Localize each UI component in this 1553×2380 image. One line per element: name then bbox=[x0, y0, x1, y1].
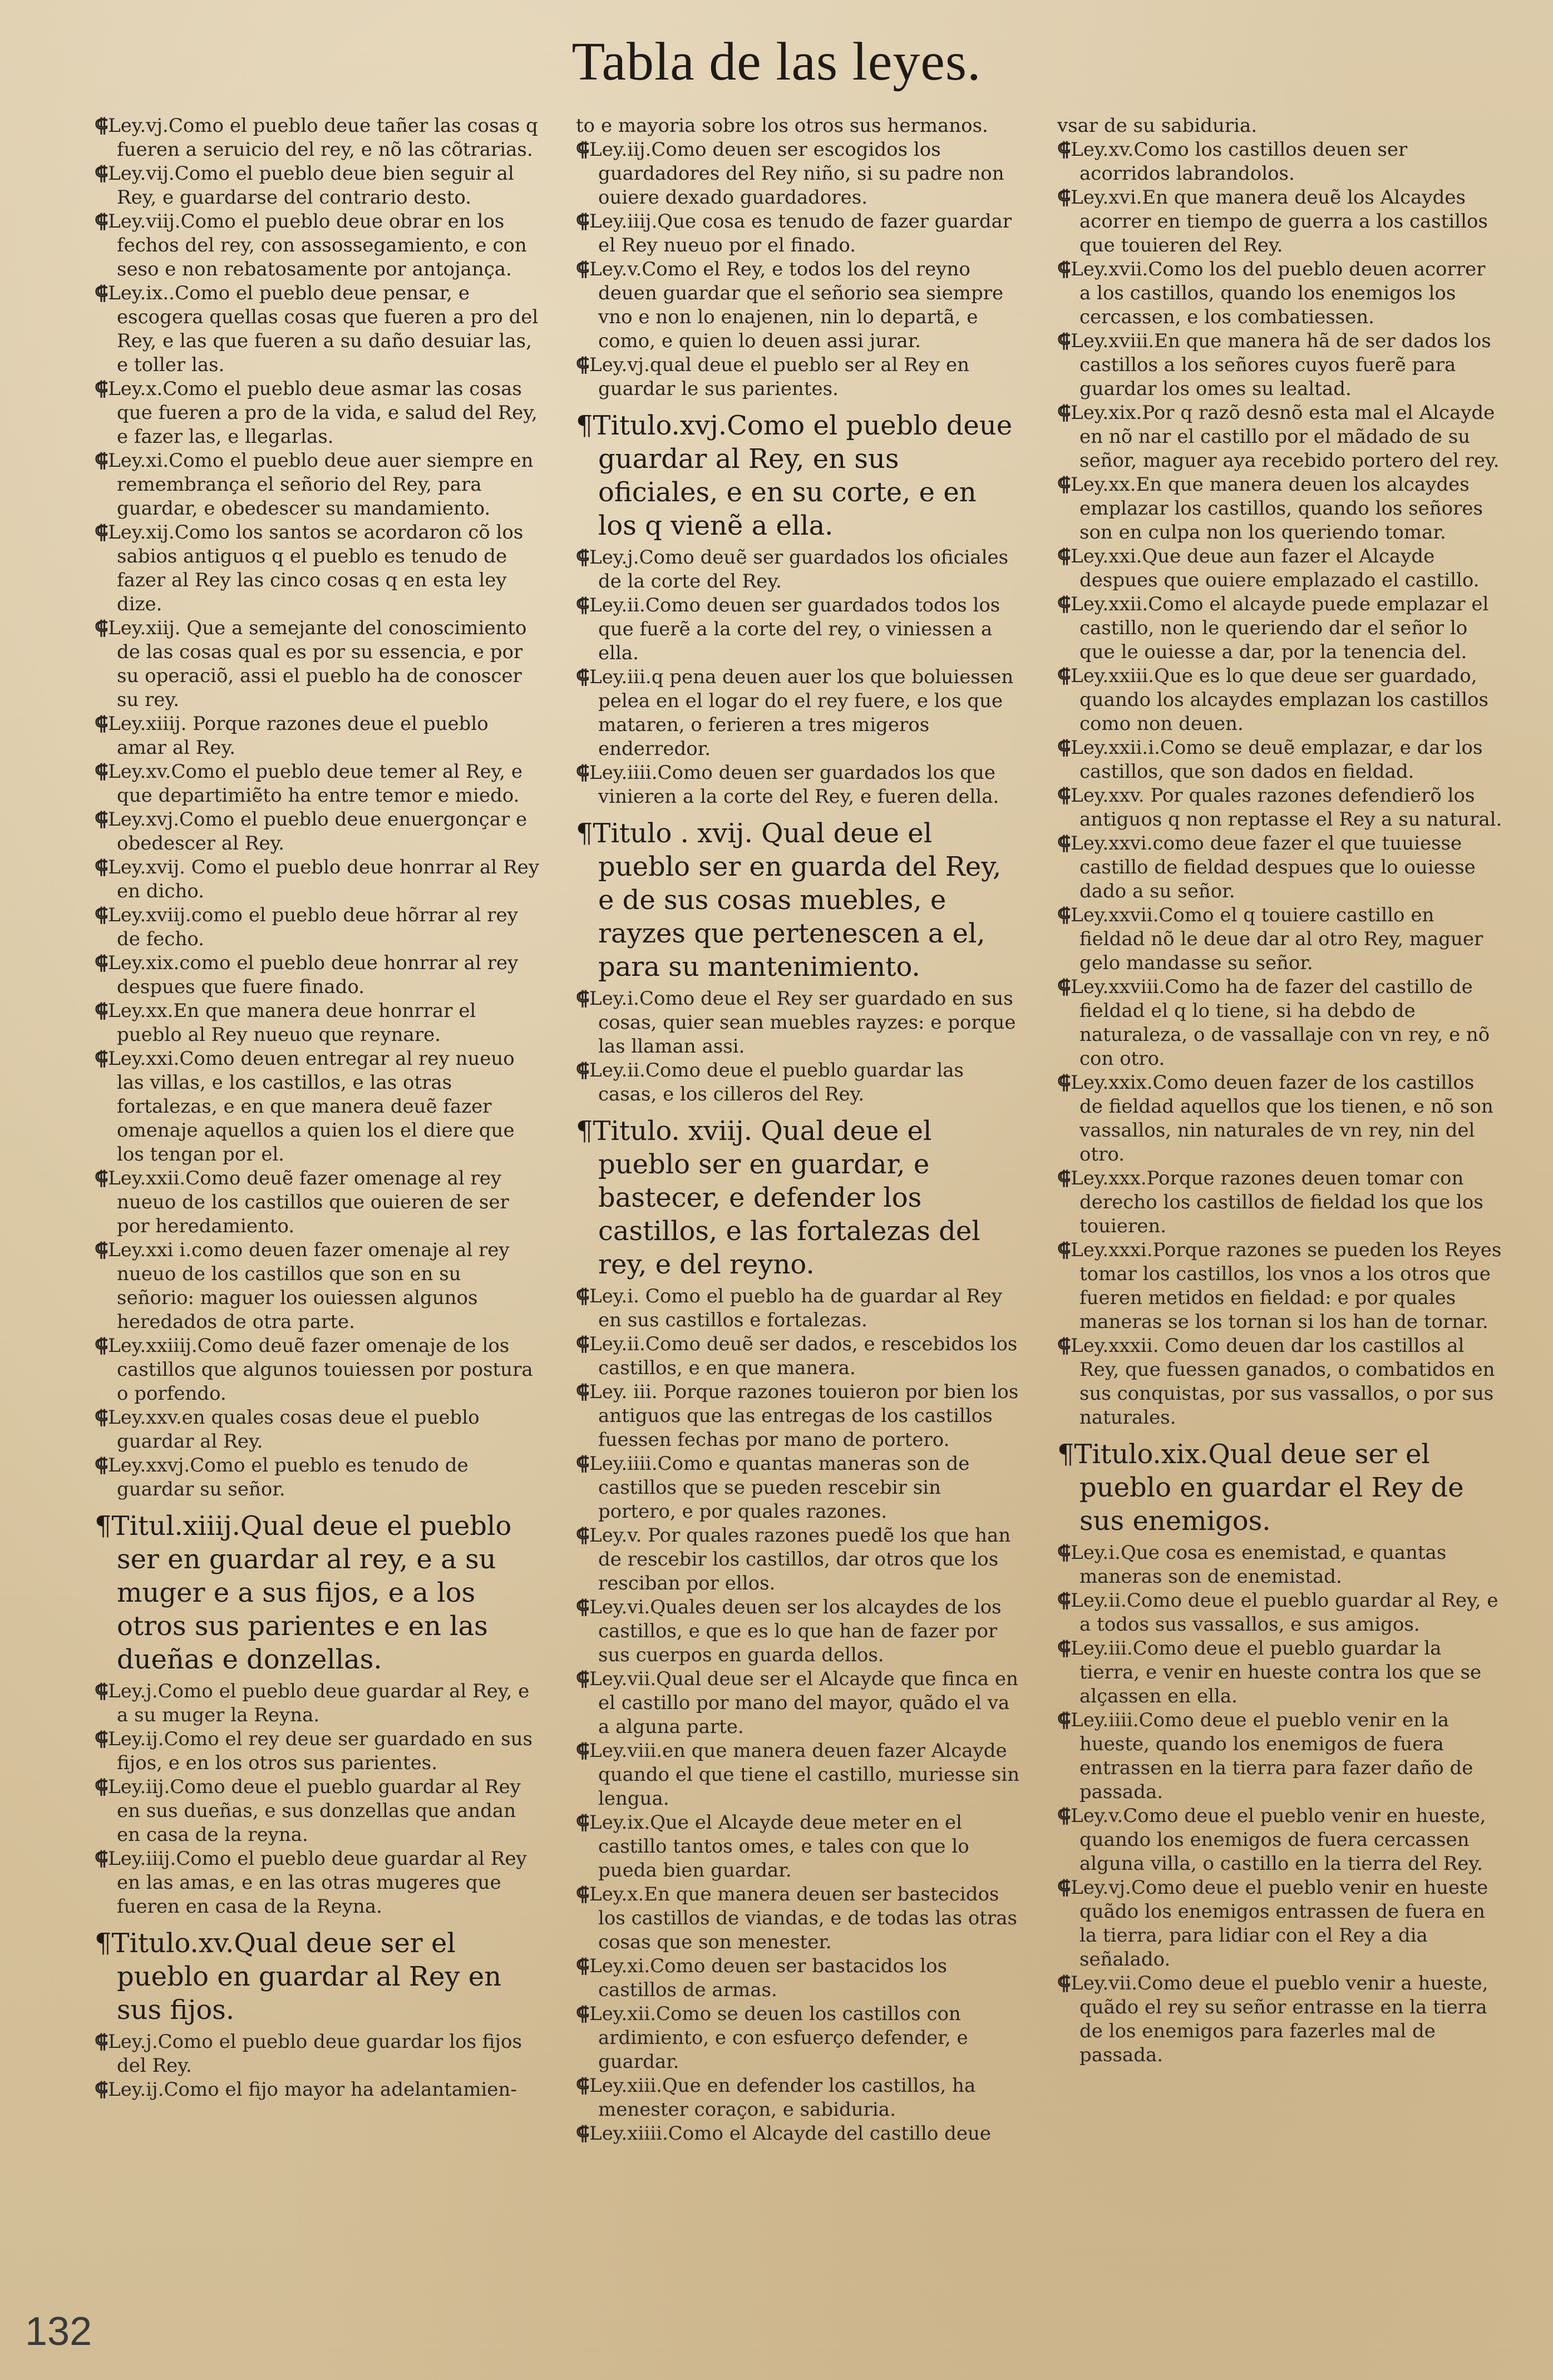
entry-text: Ley.iiij.Como el pueblo deue guardar al Rey en las amas, e en las otras mugeres que fueren en casa de la Reyna. bbox=[108, 1848, 527, 1918]
paragraph-mark-icon: ⸿ bbox=[95, 1406, 109, 1429]
entry-text: Ley.xvii.Como los del pueblo deuen acorrer a los castillos, quando los enemigos los cercassen, e los combatiessen. bbox=[1071, 258, 1486, 328]
entry-text: Ley.xxv. Por quales razones defendierõ los antiguos q non reptasse el Rey a su natural. bbox=[1071, 784, 1502, 831]
entry-text: Ley.iij.Como deue el pueblo guardar al Rey en sus dueñas, e sus donzellas que andan en casa de la reyna. bbox=[108, 1776, 521, 1846]
entry-text: Ley.ix..Como el pueblo deue pensar, e escogera quellas cosas que fueren a pro del Rey, e las que fueren a su daño desuiar las, e toller las. bbox=[108, 282, 539, 376]
paragraph-mark-icon: ⸿ bbox=[576, 594, 590, 616]
paragraph-mark-icon: ⸿ bbox=[1057, 784, 1071, 807]
entry-text: Ley.v.Como deue el pueblo venir en hueste, quando los enemigos de fuera cercassen alguna villa, o castillo en la tierra del Rey. bbox=[1071, 1805, 1486, 1875]
entry-text: Ley.iiii.Como deue el pueblo venir en la hueste, quando los enemigos de fuera entrassen en la tierra para fazer daño de passada. bbox=[1071, 1709, 1473, 1803]
paragraph-mark-icon: ⸿ bbox=[576, 1740, 590, 1762]
ley-entry bbox=[576, 1452, 1021, 1524]
paragraph-mark-icon: ⸿ bbox=[1057, 1542, 1071, 1564]
entry-text: Ley.xxv.en quales cosas deue el pueblo guardar al Rey. bbox=[108, 1406, 480, 1453]
paragraph-mark-icon: ⸿ bbox=[95, 1454, 109, 1477]
ley-entry bbox=[576, 1883, 1021, 1954]
page-title: Tabla de las leyes. bbox=[571, 32, 982, 92]
entry-text: Ley.i.Como deue el Rey ser guardado en sus cosas, quier sean muebles rayzes: e porque las llaman assi. bbox=[589, 987, 1016, 1058]
entry-text: Titul.xiiij.Qual deue el pueblo ser en guardar al rey, e a su muger e a sus fijos, e a los otros sus parientes e en las dueñas e donzellas. bbox=[111, 1510, 512, 1675]
entry-text: Ley.xxx.Porque razones deuen tomar con derecho los castillos de fieldad los que los touieren. bbox=[1071, 1167, 1483, 1237]
paragraph-mark-icon: ⸿ bbox=[576, 762, 590, 784]
ley-entry bbox=[1057, 138, 1502, 186]
ley-entry bbox=[1057, 736, 1502, 784]
ley-entry bbox=[95, 999, 540, 1047]
entry-text: Ley.iiii.Como deuen ser guardados los que vinieren a la corte del Rey, e fueren della. bbox=[589, 762, 999, 808]
column-2 bbox=[576, 114, 1021, 2200]
paragraph-mark-icon: ⸿ bbox=[576, 666, 590, 688]
entry-text: Ley.xviij.como el pueblo deue hõrrar al rey de fecho. bbox=[108, 904, 518, 950]
ley-entry bbox=[576, 2002, 1021, 2074]
ley-entry bbox=[1057, 401, 1502, 473]
ley-entry bbox=[1057, 1589, 1502, 1637]
entry-text: Ley.iii.q pena deuen auer los que boluiessen pelea en el logar do el rey fuere, e los que mataren, o ferieren a tres migeros enderredor. bbox=[589, 666, 1014, 760]
entry-text: Ley.i.Que cosa es enemistad, e quantas maneras son de enemistad. bbox=[1071, 1542, 1447, 1588]
entry-text: Ley.xiiii.Como el Alcayde del castillo deue bbox=[589, 2122, 992, 2145]
paragraph-mark-icon: ⸿ bbox=[95, 1848, 109, 1870]
paragraph-mark-icon: ⸿ bbox=[576, 1333, 590, 1355]
ley-entry bbox=[576, 546, 1021, 594]
pilcrow-icon: ¶ bbox=[95, 1510, 112, 1542]
paragraph-mark-icon: ⸿ bbox=[1057, 1709, 1071, 1731]
entry-text: Ley.x.Como el pueblo deue asmar las cosas que fueren a pro de la vida, e salud del Rey, e fazer las, e llegarlas. bbox=[108, 378, 538, 448]
paragraph-mark-icon: ⸿ bbox=[1057, 1167, 1071, 1189]
paragraph-mark-icon: ⸿ bbox=[95, 617, 109, 639]
ley-entry bbox=[95, 114, 540, 162]
ley-entry bbox=[1057, 1972, 1502, 2067]
paragraph-mark-icon: ⸿ bbox=[576, 2075, 590, 2097]
entry-text: Titulo.xvj.Como el pueblo deue guardar al Rey, en sus oficiales, e en su corte, e en los q vienẽ a ella. bbox=[593, 410, 1013, 541]
entry-text: Ley.xvi.En que manera deuẽ los Alcaydes acorrer en tiempo de guerra a los castillos que touieren del Rey. bbox=[1071, 186, 1488, 256]
ley-entry bbox=[95, 1775, 540, 1847]
paragraph-mark-icon: ⸿ bbox=[576, 354, 590, 376]
paragraph-mark-icon: ⸿ bbox=[1057, 1637, 1071, 1660]
paragraph-mark-icon: ⸿ bbox=[1057, 976, 1071, 998]
ley-entry bbox=[576, 594, 1021, 665]
paragraph-mark-icon: ⸿ bbox=[1057, 593, 1071, 615]
paragraph-mark-icon: ⸿ bbox=[576, 546, 590, 569]
paragraph-mark-icon: ⸿ bbox=[576, 258, 590, 280]
ley-entry bbox=[1057, 258, 1502, 329]
ley-entry bbox=[95, 760, 540, 808]
pilcrow-icon: ¶ bbox=[1057, 1439, 1074, 1470]
entry-text: Ley.xix.Por q razõ desnõ esta mal el Alcayde en nõ nar el castillo por el mãdado de su señor, maguer aya recebido portero del rey. bbox=[1071, 402, 1500, 472]
paragraph-mark-icon: ⸿ bbox=[1057, 139, 1071, 161]
entry-text: Ley.j.Como el pueblo deue guardar al Rey, e a su muger la Reyna. bbox=[108, 1680, 530, 1726]
ley-entry bbox=[95, 1680, 540, 1727]
ley-entry bbox=[576, 761, 1021, 809]
entry-text: Titulo. xviij. Qual deue el pueblo ser en guardar, e bastecer, e defender los castillos, e las fortalezas del rey, e del reyno. bbox=[593, 1115, 980, 1280]
ley-entry bbox=[95, 903, 540, 951]
paragraph-mark-icon: ⸿ bbox=[1057, 832, 1071, 855]
ley-entry bbox=[95, 377, 540, 449]
entry-text: Ley.xxi.Como deuen entregar al rey nueuo las villas, e los castillos, e las otras fortalezas, e en que manera deuẽ fazer omenaje aquellos a quien los el diere que los tengan por el. bbox=[108, 1048, 515, 1166]
entry-text: Ley.xiii.Que en defender los castillos, ha menester coraçon, e sabiduria. bbox=[589, 2075, 976, 2121]
entry-text: Ley. iii. Porque razones touieron por bien los antiguos que las entregas de los castillos fuessen fechas por mano de portero. bbox=[589, 1381, 1019, 1451]
entry-text: Titulo.xix.Qual deue ser el pueblo en guardar el Rey de sus enemigos. bbox=[1074, 1439, 1464, 1537]
paragraph-mark-icon: ⸿ bbox=[95, 856, 109, 878]
column-3 bbox=[1057, 114, 1502, 2200]
ley-entry bbox=[576, 1954, 1021, 2002]
ley-entry bbox=[576, 1524, 1021, 1596]
titulo-heading bbox=[576, 1114, 1021, 1281]
ley-entry bbox=[95, 1047, 540, 1167]
paragraph-mark-icon: ⸿ bbox=[95, 1776, 109, 1798]
ley-entry bbox=[95, 282, 540, 377]
entry-text: Ley.xx.En que manera deue honrrar el pueblo al Rey nueuo que reynare. bbox=[108, 1000, 476, 1046]
ley-entry bbox=[95, 449, 540, 521]
ley-entry bbox=[95, 2030, 540, 2078]
paragraph-mark-icon: ⸿ bbox=[1057, 1877, 1071, 1899]
paragraph-mark-icon: ⸿ bbox=[1057, 737, 1071, 759]
pilcrow-icon: ¶ bbox=[95, 1928, 112, 1959]
entry-text: Ley.xxiii.Que es lo que deue ser guardado, quando los alcaydes emplazan los castillos como non deuen. bbox=[1071, 665, 1489, 735]
ley-entry bbox=[1057, 1238, 1502, 1334]
entry-text: Ley.xxvj.Como el pueblo es tenudo de guardar su señor. bbox=[108, 1454, 469, 1500]
ley-entry bbox=[576, 1332, 1021, 1380]
entry-text: Ley.xxii.Como deuẽ fazer omenage al rey nueuo de los castillos que ouieren de ser por heredamiento. bbox=[108, 1167, 509, 1237]
paragraph-mark-icon: ⸿ bbox=[1057, 186, 1071, 209]
paragraph-mark-icon: ⸿ bbox=[95, 904, 109, 926]
ley-entry bbox=[95, 1406, 540, 1454]
ley-entry bbox=[95, 1454, 540, 1502]
ley-entry bbox=[576, 138, 1021, 210]
entry-text: Ley.xxix.Como deuen fazer de los castillos de fieldad aquellos que los tienen, e nõ son vassallos, nin naturales de vn rey, nin del otro. bbox=[1071, 1072, 1493, 1166]
entry-text: Ley.ix.Que el Alcayde deue meter en el castillo tantos omes, e tales con que lo pueda bien guardar. bbox=[589, 1811, 969, 1882]
entry-text: Ley.i. Como el pueblo ha de guardar al Rey en sus castillos e fortalezas. bbox=[589, 1285, 1003, 1331]
ley-entry bbox=[576, 353, 1021, 401]
ley-entry bbox=[1057, 329, 1502, 401]
titulo-heading bbox=[576, 409, 1021, 542]
paragraph-mark-icon: ⸿ bbox=[576, 1811, 590, 1834]
paragraph-mark-icon: ⸿ bbox=[95, 952, 109, 974]
paragraph-mark-icon: ⸿ bbox=[576, 1668, 590, 1690]
entry-text: Ley.xxxi.Porque razones se pueden los Reyes tomar los castillos, los vnos a los otros que fueren metidos en fieldad: e por quales maneras se los tornan si los han de tornar. bbox=[1071, 1239, 1502, 1333]
entry-text: Ley.xii.Como se deuen los castillos con ardimiento, e con esfuerço defender, e guardar. bbox=[589, 2003, 968, 2073]
paragraph-mark-icon: ⸿ bbox=[1057, 1072, 1071, 1094]
entry-text: Ley.xxii.i.Como se deuẽ emplazar, e dar los castillos, que son dados en fieldad. bbox=[1071, 737, 1483, 783]
paragraph-mark-icon: ⸿ bbox=[95, 450, 109, 472]
entry-text: Ley.vii.Como deue el pueblo venir a hueste, quãdo el rey su señor entrasse en la tierra de los enemigos para fazerles mal de passada. bbox=[1071, 1972, 1488, 2066]
paragraph-mark-icon: ⸿ bbox=[576, 2003, 590, 2025]
titulo-heading bbox=[95, 1927, 540, 2027]
ley-entry bbox=[576, 210, 1021, 258]
entry-text: Ley.xxi i.como deuen fazer omenaje al rey nueuo de los castillos que son en su señorio: maguer los ouiessen algunos heredados de otra parte. bbox=[108, 1239, 510, 1333]
ley-entry bbox=[95, 1238, 540, 1334]
entry-text: Ley.xx.En que manera deuen los alcaydes emplazar los castillos, quando los señores son en culpa non los queriendo tomar. bbox=[1071, 473, 1483, 544]
ley-entry bbox=[95, 1847, 540, 1919]
entry-text: Ley.xi.Como el pueblo deue auer siempre en remembrança el señorio del Rey, para guardar, e obedescer su mandamiento. bbox=[108, 450, 534, 520]
ley-entry bbox=[95, 1334, 540, 1406]
ley-entry bbox=[576, 665, 1021, 761]
paragraph-mark-icon: ⸿ bbox=[95, 808, 109, 831]
paragraph-mark-icon: ⸿ bbox=[95, 713, 109, 735]
ley-entry bbox=[576, 1739, 1021, 1811]
ley-entry bbox=[1057, 784, 1502, 832]
ley-entry bbox=[1057, 1071, 1502, 1167]
pilcrow-icon: ¶ bbox=[576, 818, 593, 849]
entry-text: Ley.viij.Como el pueblo deue obrar en los fechos del rey, con assossegamiento, e con seso e non rebatosamente por antojança. bbox=[108, 210, 527, 280]
ley-entry bbox=[576, 1667, 1021, 1739]
ley-entry bbox=[1057, 1876, 1502, 1972]
paragraph-mark-icon: ⸿ bbox=[95, 1167, 109, 1189]
entry-text: Ley.iii.Como deue el pueblo guardar la tierra, e venir en hueste contra los que se alçassen en ella. bbox=[1071, 1637, 1482, 1707]
ley-entry bbox=[576, 2122, 1021, 2146]
ley-entry bbox=[576, 2074, 1021, 2122]
paragraph-mark-icon: ⸿ bbox=[1057, 545, 1071, 567]
ley-entry bbox=[1057, 903, 1502, 975]
entry-text: Ley.xvj.Como el pueblo deue enuergonçar e obedescer al Rey. bbox=[108, 808, 527, 855]
pilcrow-icon: ¶ bbox=[576, 410, 593, 441]
entry-text: Ley.xv.Como el pueblo deue temer al Rey, e que departimiẽto ha entre temor e miedo. bbox=[108, 761, 522, 807]
entry-text: Ley.vj.qual deue el pueblo ser al Rey en guardar le sus parientes. bbox=[589, 354, 970, 400]
paragraph-mark-icon: ⸿ bbox=[95, 162, 109, 185]
ley-entry bbox=[1057, 1541, 1502, 1589]
entry-text: Ley.v. Por quales razones puedẽ los que han de rescebir los castillos, dar otros que los resciban por ellos. bbox=[589, 1524, 1011, 1594]
paragraph-mark-icon: ⸿ bbox=[1057, 473, 1071, 496]
entry-text: Ley.xi.Como deuen ser bastacidos los castillos de armas. bbox=[589, 1955, 948, 2001]
entry-text: Ley.ii.Como deue el pueblo guardar al Rey, e a todos sus vassallos, e sus amigos. bbox=[1071, 1589, 1498, 1636]
paragraph-mark-icon: ⸿ bbox=[1057, 665, 1071, 687]
entry-text: Ley.xiij. Que a semejante del conoscimiento de las cosas qual es por su essencia, e por su operaciõ, assi el pueblo ha de conoscer su rey. bbox=[108, 617, 527, 711]
ley-entry bbox=[576, 987, 1021, 1059]
entry-text: Ley.viii.en que manera deuen fazer Alcayde quando el que tiene el castillo, muriesse sin lengua. bbox=[589, 1740, 1020, 1810]
entry-text: Ley.v.Como el Rey, e todos los del reyno deuen guardar que el señorio sea siempre vno e non lo enajenen, nin lo departã, e como, e quien lo deuen assi jurar. bbox=[589, 258, 1004, 352]
paragraph-mark-icon: ⸿ bbox=[576, 1285, 590, 1307]
ley-entry bbox=[95, 521, 540, 616]
paragraph-mark-icon: ⸿ bbox=[1057, 1335, 1071, 1357]
entry-text: Titulo . xvij. Qual deue el pueblo ser en guarda del Rey, e de sus cosas muebles, e rayzes que pertenescen a el, para su mantenimiento. bbox=[593, 818, 1002, 982]
ley-entry bbox=[576, 1285, 1021, 1332]
ley-entry bbox=[1057, 1804, 1502, 1876]
ley-entry bbox=[95, 1727, 540, 1775]
ley-entry bbox=[1057, 832, 1502, 903]
entry-text: Ley.iiii.Como e quantas maneras son de castillos que se pueden rescebir sin portero, e por quales razones. bbox=[589, 1453, 970, 1523]
entry-text: Ley.xxii.Como el alcayde puede emplazar el castillo, non le queriendo dar el señor lo que le ouiesse a dar, por la tenencia del. bbox=[1071, 593, 1489, 663]
paragraph-mark-icon: ⸿ bbox=[576, 139, 590, 161]
ley-entry bbox=[576, 1059, 1021, 1107]
ley-entry bbox=[95, 616, 540, 712]
ley-entry bbox=[95, 712, 540, 760]
paragraph-mark-icon: ⸿ bbox=[95, 1048, 109, 1070]
entry-text: Ley.ij.Como el rey deue ser guardado en sus fijos, e en los otros sus parientes. bbox=[108, 1728, 533, 1774]
entry-text: Ley.j.Como deuẽ ser guardados los oficiales de la corte del Rey. bbox=[589, 546, 1009, 592]
entry-text: Ley.xvij. Como el pueblo deue honrrar al Rey en dicho. bbox=[108, 856, 539, 902]
entry-text: Ley.vj.Como deue el pueblo venir en hueste quãdo los enemigos entrassen de fuera en la tierra, para lidiar con el Rey a dia señalado. bbox=[1071, 1877, 1488, 1971]
entry-text: Ley.xxxii. Como deuen dar los castillos al Rey, que fuessen ganados, o combatidos en sus conquistas, por sus vassallos, o por sus naturales. bbox=[1071, 1335, 1495, 1429]
pilcrow-icon: ¶ bbox=[576, 1115, 593, 1147]
entry-text: Ley.xv.Como los castillos deuen ser acorridos labrandolos. bbox=[1071, 139, 1408, 185]
ley-entry bbox=[1057, 545, 1502, 592]
entry-text: to e mayoria sobre los otros sus hermanos. bbox=[576, 115, 988, 137]
paragraph-mark-icon: ⸿ bbox=[95, 2031, 109, 2053]
ley-entry bbox=[576, 258, 1021, 353]
paragraph-mark-icon: ⸿ bbox=[576, 1883, 590, 1905]
paragraph-mark-icon: ⸿ bbox=[576, 1524, 590, 1547]
paragraph-mark-icon: ⸿ bbox=[95, 1728, 109, 1750]
ley-entry bbox=[1057, 975, 1502, 1071]
entry-text: vsar de su sabiduria. bbox=[1057, 115, 1258, 137]
titulo-heading bbox=[95, 1509, 540, 1676]
entry-text: Ley.xiiij. Porque razones deue el pueblo amar al Rey. bbox=[108, 713, 489, 759]
paragraph-mark-icon: ⸿ bbox=[1057, 330, 1071, 352]
entry-text: Ley.xxiiij.Como deuẽ fazer omenaje de los castillos que algunos touiessen por postura o porfendo. bbox=[108, 1335, 533, 1405]
paragraph-mark-icon: ⸿ bbox=[95, 2078, 109, 2101]
paragraph-mark-icon: ⸿ bbox=[1057, 1239, 1071, 1261]
entry-text: Ley.xix.como el pueblo deue honrrar al rey despues que fuere finado. bbox=[108, 952, 519, 998]
paragraph-mark-icon: ⸿ bbox=[576, 1955, 590, 1977]
entry-text: Ley.ij.Como el fijo mayor ha adelantamien- bbox=[108, 2078, 517, 2101]
paragraph-mark-icon: ⸿ bbox=[95, 1680, 109, 1702]
paragraph-mark-icon: ⸿ bbox=[1057, 1805, 1071, 1827]
paragraph-mark-icon: ⸿ bbox=[576, 1059, 590, 1082]
ley-entry bbox=[1057, 592, 1502, 664]
paragraph-mark-icon: ⸿ bbox=[576, 1596, 590, 1618]
paragraph-mark-icon: ⸿ bbox=[95, 378, 109, 400]
folio-number: 132 bbox=[25, 2309, 92, 2354]
entry-text: Ley.vii.Qual deue ser el Alcayde que finca en el castillo por mano del mayor, quãdo el va a alguna parte. bbox=[589, 1668, 1018, 1738]
entry-text: Ley.iiij.Que cosa es tenudo de fazer guardar el Rey nueuo por el finado. bbox=[589, 210, 1012, 256]
entry-text: Ley.xxviii.Como ha de fazer del castillo de fieldad el q lo tiene, si ha debdo de naturaleza, o de vassallaje con vn rey, e nõ con otro. bbox=[1071, 976, 1490, 1070]
ley-entry bbox=[1057, 1637, 1502, 1709]
ley-entry bbox=[1057, 1709, 1502, 1804]
paragraph-mark-icon: ⸿ bbox=[95, 761, 109, 783]
ley-entry bbox=[1057, 664, 1502, 736]
paragraph-mark-icon: ⸿ bbox=[1057, 402, 1071, 424]
entry-text: Ley.j.Como el pueblo deue guardar los fijos del Rey. bbox=[108, 2031, 522, 2077]
entry-text: Ley.vi.Quales deuen ser los alcaydes de los castillos, e que es lo que han de fazer por sus cuerpos en guarda dellos. bbox=[589, 1596, 1002, 1666]
paragraph-mark-icon: ⸿ bbox=[1057, 904, 1071, 926]
column-1 bbox=[95, 114, 540, 2200]
continued-text bbox=[1057, 114, 1502, 138]
ley-entry bbox=[95, 951, 540, 999]
entry-text: Ley.ii.Como deue el pueblo guardar las casas, e los cilleros del Rey. bbox=[589, 1059, 964, 1105]
entry-text: Ley.iij.Como deuen ser escogidos los guardadores del Rey niño, si su padre non ouiere dexado guardadores. bbox=[589, 139, 1004, 209]
ley-entry bbox=[95, 210, 540, 282]
entry-text: Ley.x.En que manera deuen ser bastecidos los castillos de viandas, e de todas las otras cosas que son menester. bbox=[589, 1883, 1017, 1953]
ley-entry bbox=[576, 1811, 1021, 1883]
titulo-heading bbox=[1057, 1438, 1502, 1538]
ley-entry bbox=[1057, 1334, 1502, 1430]
paragraph-mark-icon: ⸿ bbox=[95, 521, 109, 544]
ley-entry bbox=[1057, 1167, 1502, 1238]
paragraph-mark-icon: ⸿ bbox=[576, 210, 590, 233]
ley-entry bbox=[95, 2078, 540, 2102]
entry-text: Ley.xxvii.Como el q touiere castillo en fieldad nõ le deue dar al otro Rey, maguer gelo mandasse su señor. bbox=[1071, 904, 1483, 974]
paragraph-mark-icon: ⸿ bbox=[95, 115, 109, 137]
paragraph-mark-icon: ⸿ bbox=[95, 210, 109, 233]
paragraph-mark-icon: ⸿ bbox=[95, 282, 109, 304]
paragraph-mark-icon: ⸿ bbox=[1057, 258, 1071, 280]
entry-text: Ley.ii.Como deuẽ ser dados, e rescebidos los castillos, e en que manera. bbox=[589, 1333, 1018, 1379]
entry-text: Ley.xxvi.como deue fazer el que tuuiesse castillo de fieldad despues que lo ouiesse dado a su señor. bbox=[1071, 832, 1476, 902]
ley-entry bbox=[95, 162, 540, 210]
ley-entry bbox=[95, 1167, 540, 1238]
paragraph-mark-icon: ⸿ bbox=[1057, 1589, 1071, 1612]
ley-entry bbox=[95, 808, 540, 856]
paragraph-mark-icon: ⸿ bbox=[95, 1239, 109, 1261]
continued-text bbox=[576, 114, 1021, 138]
entry-text: Ley.ii.Como deuen ser guardados todos los que fuerẽ a la corte del rey, o viniessen a ella. bbox=[589, 594, 1000, 664]
paragraph-mark-icon: ⸿ bbox=[576, 1453, 590, 1475]
paragraph-mark-icon: ⸿ bbox=[576, 1381, 590, 1403]
entry-text: Titulo.xv.Qual deue ser el pueblo en guardar al Rey en sus fijos. bbox=[111, 1928, 502, 2026]
ley-entry bbox=[1057, 473, 1502, 545]
entry-text: Ley.xij.Como los santos se acordaron cõ los sabios antiguos q el pueblo es tenudo de fazer al Rey las cinco cosas q en esta ley dize. bbox=[108, 521, 524, 615]
entry-text: Ley.vij.Como el pueblo deue bien seguir al Rey, e guardarse del contrario desto. bbox=[108, 162, 514, 209]
paragraph-mark-icon: ⸿ bbox=[1057, 1972, 1071, 1994]
ley-entry bbox=[1057, 186, 1502, 258]
ley-entry bbox=[576, 1380, 1021, 1452]
paragraph-mark-icon: ⸿ bbox=[576, 987, 590, 1010]
titulo-heading bbox=[576, 817, 1021, 984]
entry-text: Ley.xxi.Que deue aun fazer el Alcayde despues que ouiere emplazado el castillo. bbox=[1071, 545, 1480, 591]
entry-text: Ley.xviii.En que manera hã de ser dados los castillos a los señores cuyos fuerẽ para guardar los omes su lealtad. bbox=[1071, 330, 1491, 400]
ley-entry bbox=[576, 1596, 1021, 1667]
paragraph-mark-icon: ⸿ bbox=[95, 1335, 109, 1357]
paragraph-mark-icon: ⸿ bbox=[95, 1000, 109, 1022]
ley-entry bbox=[95, 856, 540, 903]
paragraph-mark-icon: ⸿ bbox=[576, 2122, 590, 2145]
entry-text: Ley.vj.Como el pueblo deue tañer las cosas q fueren a seruicio del rey, e nõ las cõtrarias. bbox=[108, 115, 538, 161]
